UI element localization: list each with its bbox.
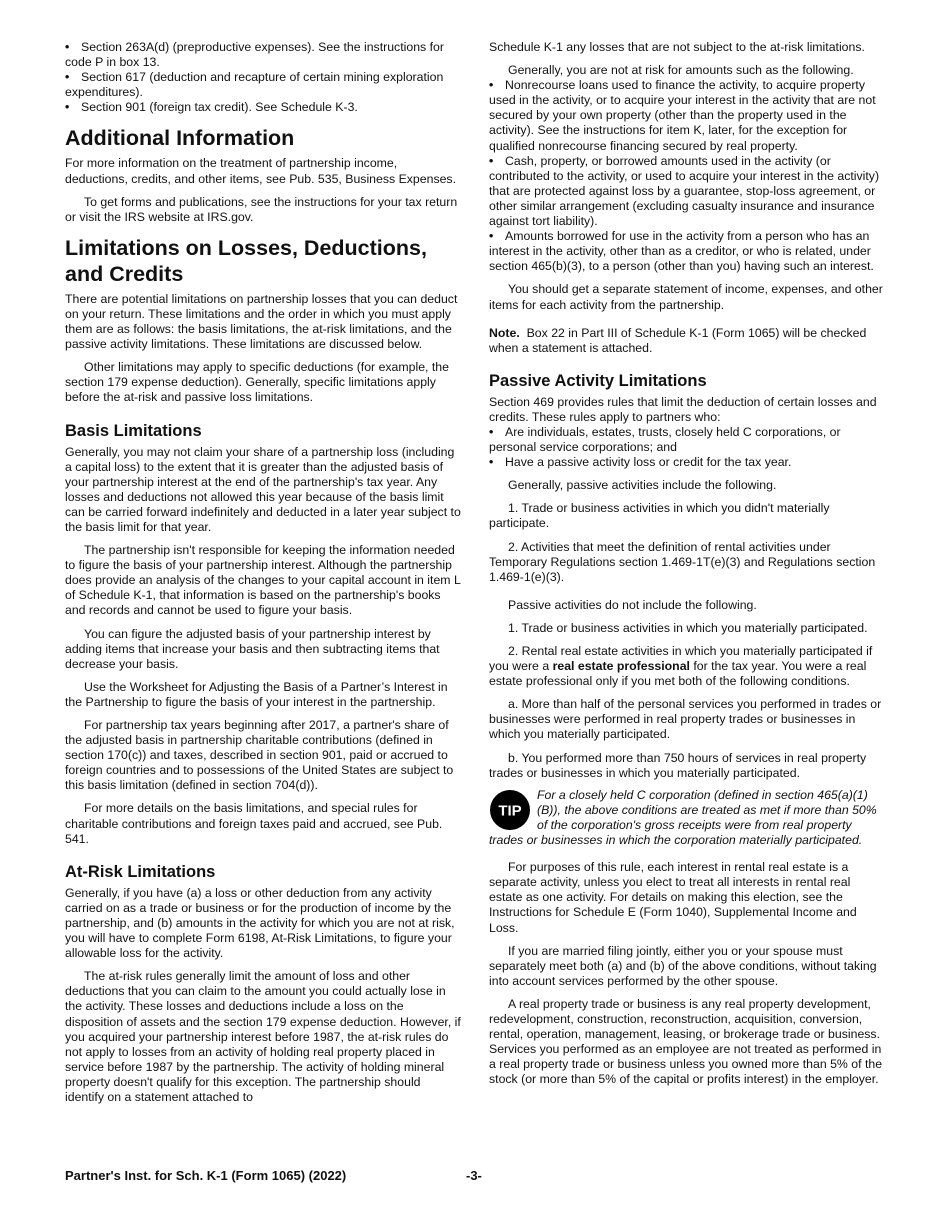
list-item: • Are individuals, estates, trusts, closely held C corporations, or personal service corporations; and [489,424,841,455]
paragraph: To get forms and publications, see the instructions for your tax return or visit the IRS website at IRS.gov. [65,194,458,224]
paragraph: Generally, if you have (a) a loss or other deduction from any activity carried on as a trade or business or for the production of income by the partnership, and (b) amounts in the activity for which you are not at risk, you will have to complete Form 6198, At-Risk Limitations, to figure your allowable loss for the activity. [65,885,455,961]
list-item: • Amounts borrowed for use in the activity from a person who has an interest in the activity, other than as a creditor, or who is related, under section 465(b)(3), to a person (other than you) having such an interest. [489,229,874,274]
paragraph: Other limitations may apply to specific deductions (for example, the section 179 expense deduction). Generally, specific limitations apply before the at-risk and passive loss limitations. [65,360,449,405]
bullet-icon: • [489,229,494,244]
tip-label: TIP [498,802,522,820]
heading-basis-limitations: Basis Limitations [65,421,202,440]
heading-at-risk-limitations: At-Risk Limitations [65,862,216,881]
bullet-icon: • [489,153,494,168]
paragraph: Schedule K-1 any losses that are not subject to the at-risk limitations. [489,40,865,54]
paragraph: a. More than half of the personal services you performed in trades or businesses were performed in real property trades or businesses in which you materially participated. [489,697,882,742]
paragraph: There are potential limitations on partnership losses that you can deduct on your return. These limitations and the order in which you must apply them are as follows: the basis limitations, the at-risk limitations, and the passive activity limitations. These limitations are discussed below. [65,291,458,352]
paragraph: Passive activities do not include the following. [508,597,757,612]
list-item: • Section 617 (deduction and recapture of certain mining exploration expenditures). [65,70,444,100]
bullet-icon: • [489,78,494,93]
heading-limitations: Limitations on Losses, Deductions, and Credits [65,235,427,286]
paragraph: The at-risk rules generally limit the amount of loss and other deductions that you can claim to the amount you could actually lose in the activity. These losses and deductions include a loss on the disposition of assets and the section 179 expense deduction. However, if you acquired your partnership interest before 1987, the at-risk rules do not apply to losses from an activity of holding real property placed in service before 1987 by the partnership. The activity of holding mineral property doesn't qualify for this exception. The partnership should identify on a statement attached to [65,969,461,1104]
list-item: • Section 901 (foreign tax credit). See Schedule K-3. [65,100,358,115]
bullet-icon: • [65,70,70,85]
paragraph: You should get a separate statement of income, expenses, and other items for each activity from the partnership. [489,282,883,312]
paragraph: The partnership isn't responsible for keeping the information needed to figure the basis of your partnership interest. Although the partnership does provide an analysis of the changes to your capital account in item L of Schedule K-1, that information is based on the partnership's books and records and cannot be used to figure your basis. [65,543,461,618]
bullet-icon: • [65,40,70,54]
list-item: • Cash, property, or borrowed amounts used in the activity (or contributed to the activity, or used to acquire your interest in the activity) that are protected against loss by a guarantee, stop-loss agreement, or other similar arrangement (excluding casualty insurance and insurance against tort liability). [489,153,880,229]
paragraph: For purposes of this rule, each interest in rental real estate is a separate activity, unless you elect to treat all interests in rental real estate as one activity. For details on making this election, see the Instructions for Schedule E (Form 1040), Supplemental Income and Loss. [489,860,857,935]
tip-text: For a closely held C corporation (defined in section 465(a)(1)(B)), the above conditions are treated as met if more than 50% of the corporation's gross receipts were from real property trades or businesses in which the corporation materially participated. [489,787,877,848]
paragraph: Generally, passive activities include the following. [508,478,777,493]
paragraph: If you are married filing jointly, either you or your spouse must separately meet both (a) and (b) of the above conditions, without taking into account services performed by the other spouse. [489,943,877,988]
paragraph: Generally, you are not at risk for amounts such as the following. [508,63,854,78]
tip-box [489,788,886,848]
paragraph: Use the Worksheet for Adjusting the Basis of a Partner’s Interest in the Partnership to figure the basis of your interest in the partnership. [65,679,448,709]
page-number: -3- [466,1168,482,1183]
paragraph: 2. Activities that meet the definition of rental activities under Temporary Regulations section 1.469-1T(e)(3) and Regulations section 1.469-1(e)(3). [489,539,876,584]
paragraph: A real property trade or business is any real property development, redevelopment, construction, reconstruction, acquisition, conversion, rental, operation, management, leasing, or brokerage trade or business. Services you performed as an employee are not treated as performed in a real property trade or business unless you owned more than 5% of the stock (or more than 5% of the capital or profits interest) in the employer. [489,996,883,1087]
paragraph: 1. Trade or business activities in which you didn't materially participate. [489,501,830,531]
left-column [65,40,462,1105]
paragraph: 2. Rental real estate activities in which you materially participated if you were a real estate professional for the tax year. You were a real estate professional only if you met both of the following conditions. [489,644,873,689]
heading-additional-information: Additional Information [65,126,295,151]
paragraph: b. You performed more than 750 hours of services in real property trades or businesses in which you materially participated. [489,750,867,780]
bullet-icon: • [489,424,494,439]
heading-passive-activity-limitations: Passive Activity Limitations [489,371,707,390]
bullet-icon: • [489,455,494,470]
right-column [489,40,886,1087]
list-item: • Have a passive activity loss or credit for the tax year. [489,455,792,470]
list-item: • Section 263A(d) (preproductive expenses). See the instructions for code P in box 13. [65,40,444,70]
tip-icon [489,789,531,831]
note-label: Note. [489,325,520,340]
paragraph: Section 469 provides rules that limit the deduction of certain losses and credits. These rules apply to partners who: [489,394,877,424]
paragraph: You can figure the adjusted basis of your partnership interest by adding items that increase your basis and then subtracting items that decrease your basis. [65,626,440,671]
paragraph: For more information on the treatment of partnership income, deductions, credits, and other items, see Pub. 535, Business Expenses. [65,156,456,186]
footer-title: Partner's Inst. for Sch. K-1 (Form 1065) (2022) [65,1168,347,1183]
note: Note. Box 22 in Part III of Schedule K-1 (Form 1065) will be checked when a statement is attached. [489,325,867,355]
paragraph: Generally, you may not claim your share of a partnership loss (including a capital loss) to the extent that it is greater than the adjusted basis of your partnership interest at the end of the partnership's tax year. Any losses and deductions not allowed this year because of the basis limit can be carried forward indefinitely and deducted in a later year subject to the basis limit for that year. [65,444,461,534]
bullet-icon: • [65,100,70,115]
paragraph: For partnership tax years beginning after 2017, a partner's share of the adjusted basis in partnership charitable contributions (defined in section 170(c)) and taxes, described in section 901, paid or accrued to foreign countries and to possessions of the United States are subject to this basis limitation (defined in section 704(d)). [65,718,454,793]
paragraph: For more details on the basis limitations, and special rules for charitable contributions and foreign taxes paid and accrued, see Pub. 541. [65,801,443,846]
list-item: • Nonrecourse loans used to finance the activity, to acquire property used in the activity, or to acquire your interest in the activity that are not secured by your own property (other than the property used in the activity). See the instructions for item K, later, for the exception for qualified nonrecourse financing secured by real property. [489,78,876,153]
paragraph: 1. Trade or business activities in which you materially participated. [508,620,868,635]
